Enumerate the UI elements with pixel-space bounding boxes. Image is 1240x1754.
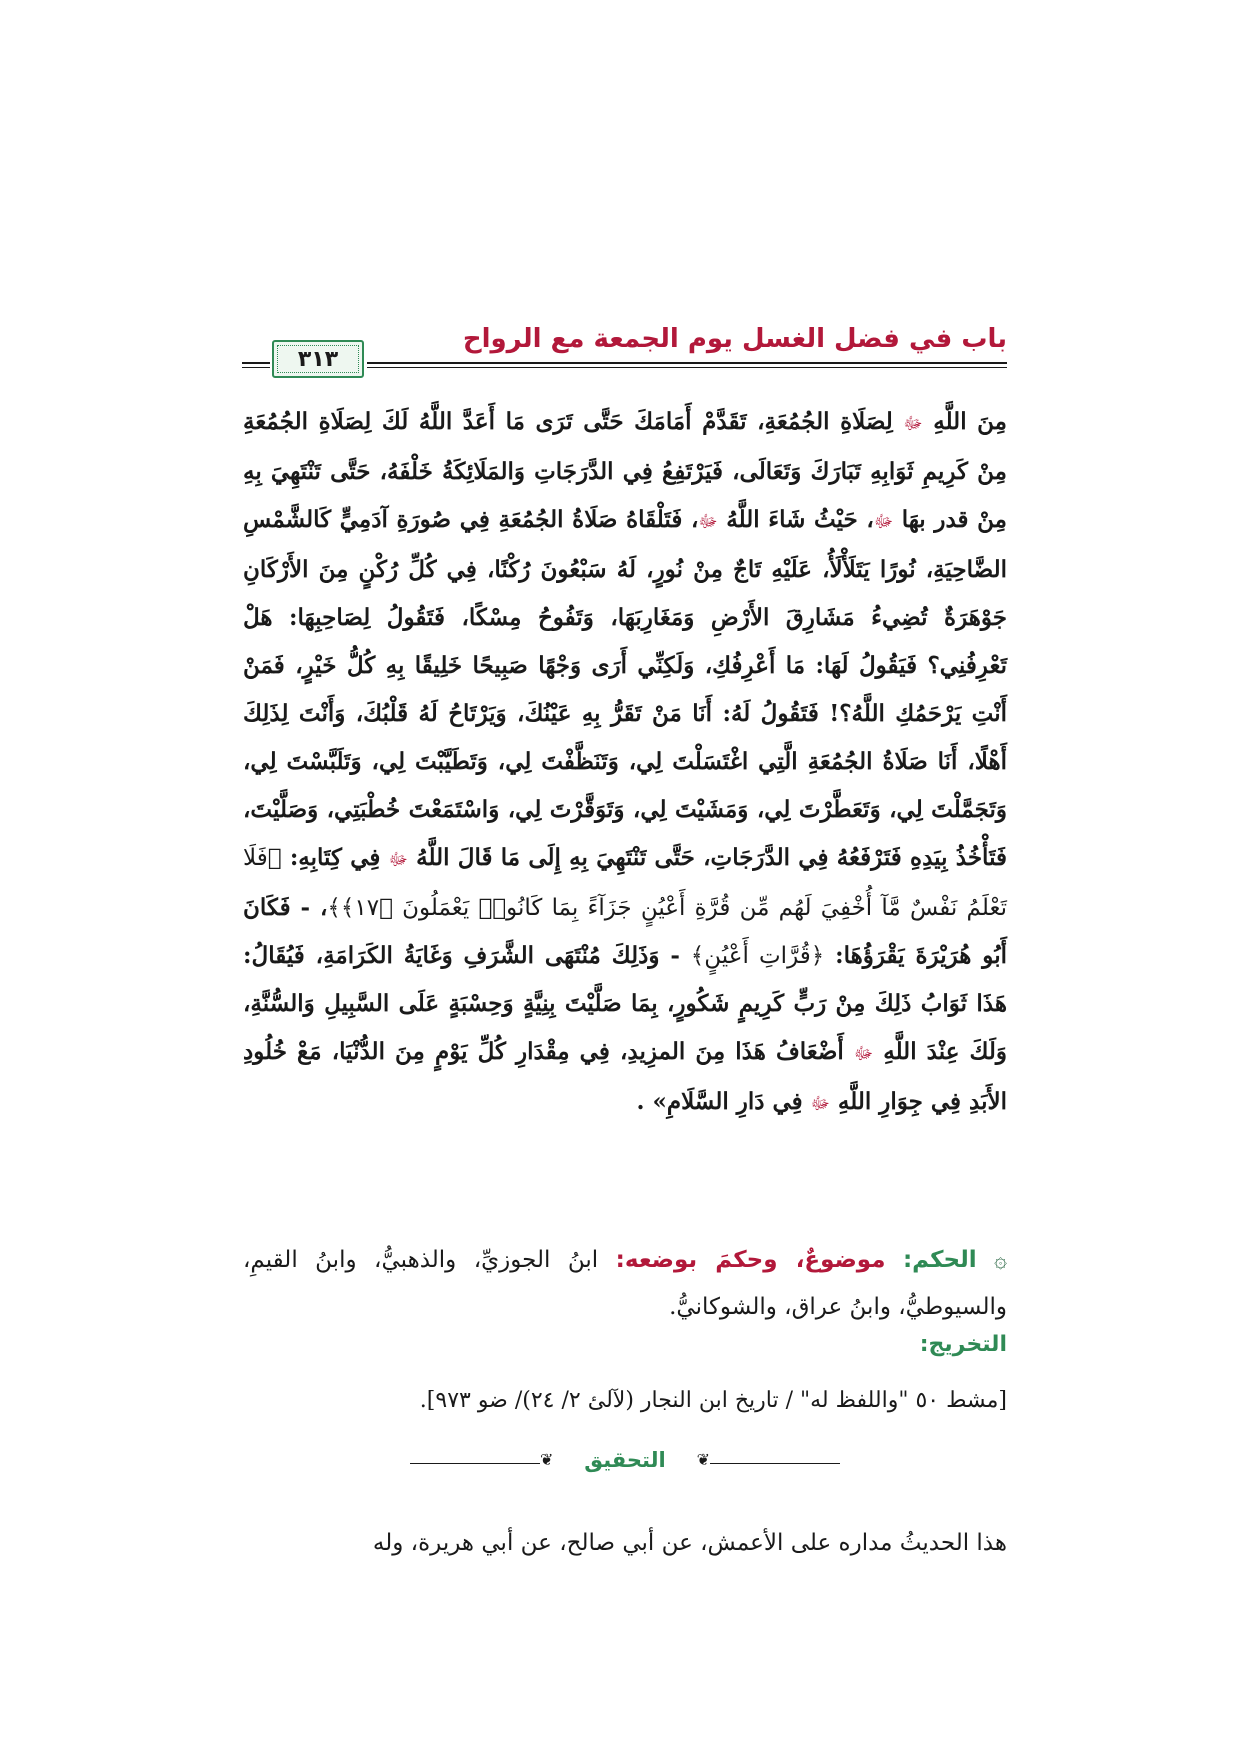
hadith-segment: - وَذَلِكَ مُنْتَهَى الشَّرَفِ وَغَايَةُ الكَرَامَةِ، فَيُقَالُ: هَذَا ثَوَابُ ذَلِكَ مِنْ رَبٍّ كَرِيمٍ شَكُورٍ، بِمَا صَلَّيْتَ بِنِيَّةٍ وَحِسْبَةٍ عَلَى السَّبِيلِ وَالسُّنَّةِ، وَلَكَ عِنْدَ اللَّهِ [243,942,1008,1065]
chapter-title: باب في فضل الغسل يوم الجمعة مع الرواح [462,324,1007,354]
hadith-segment: أَضْعَافُ هَذَا مِنَ المزِيدِ، فِي مِقْدَارِ كُلِّ يَوْمٍ مِنَ الدُّنْيَا، مَعْ خُلُودِ الأَبَدِ فِي جِوَارِ اللَّهِ [243,1038,1007,1115]
page-header [242,320,1007,382]
hadith-segment: مِنَ اللَّهِ [933,408,1008,435]
hadith-segment: ، - فَكَانَ أَبُو هُرَيْرَةَ يَقْرَؤُهَا: [243,894,1007,969]
hadith-text [243,398,1007,1128]
page-number: ٣١٣ [297,346,339,372]
hadith-segment: ، حَيْثُ شَاءَ اللَّهُ [726,506,874,533]
header-rule [367,362,1007,364]
ruling-text: ابنُ الجوزيِّ، والذهبيُّ، وابنُ القيمِ، والسيوطيُّ، وابنُ عراق، والشوكانيُّ. [243,1247,1007,1320]
quran-verse: ﴿قُرَّاتِ أَعْيُنٍ﴾ [690,943,825,969]
header-rule [242,362,270,364]
ruling-label: الحكم: [902,1247,977,1273]
quran-verse: ﴿فَلَا تَعْلَمُ نَفْسٌ مَّآ أُخْفِيَ لَهُم مِّن قُرَّةِ أَعْيُنٍ جَزَآءً بِمَا كَانُوا۟ يَعْمَلُونَ ﴿١٧﴾﴾ [243,845,1007,921]
tahqiq-divider [410,1448,840,1478]
tahqiq-heading: التحقيق [584,1448,666,1472]
honorific-glyph: ﷻ [903,414,923,434]
honorific-glyph: ﷻ [873,512,894,532]
body-text: هذا الحديثُ مداره على الأعمش، عن أبي صالح، عن أبي هريرة، وله [372,1530,1007,1556]
honorific-glyph: ﷻ [388,850,408,870]
hadith-segment: لِصَلَاةِ الجُمُعَةِ، تَقَدَّمْ أَمَامَكَ حَتَّى تَرَى مَا أَعَدَّ اللَّهُ لَكَ لِصَلَاةِ الجُمُعَةِ مِنْ كَرِيمِ ثَوَابِهِ تَبَارَكَ وَتَعَالَى، فَيَرْتَفِعُ فِي الدَّرَجَاتِ وَالمَلَائِكَةُ خَلْفَهُ، حَتَّى تَنْتَهِيَ بِهِ مِنْ قدر بهَا [243,408,1007,533]
ruling-paragraph [243,1237,1007,1330]
hadith-segment: ، فَتَلْقَاهُ صَلَاةُ الجُمُعَةِ فِي صُورَةِ آدَمِيٍّ كَالشَّمْسِ الضَّاحِيَةِ، نُورًا يَتَلَأْلَأُ، عَلَيْهِ تَاجٌ مِنْ نُورٍ، لَهُ سَبْعُونَ رُكْنًا، فِي كُلِّ رُكْنٍ مِنَ الأَرْكَانِ جَوْهَرَةٌ تُضِيءُ مَشَارِقَ الأَرْضِ وَمَغَارِبَهَا، وَتَفُوحُ مِسْكًا، فَتَقُولُ لِصَاحِبِهَا: هَلْ تَعْرِفُنِي؟ فَيَقُولُ لَهَا: مَا أَعْرِفُكِ، وَلَكِنِّي أَرَى وَجْهًا صَبِيحًا خَلِيقًا بِهِ كُلُّ خَيْرٍ، فَمَنْ أَنْتِ يَرْحَمُكِ اللَّهُ؟! فَتَقُولُ لَهُ: أَنَا مَنْ تَقَرُّ بِهِ عَيْنُكَ، وَيَرْتَاحُ لَهُ قَلْبُكَ، وَأَنْتَ لِذَلِكَ أَهْلًا، أَنَا صَلَاةُ الجُمُعَةِ الَّتِي اغْتَسَلْتَ لِي، وَتَنَظَّفْتَ لِي، وَتَطَيَّبْتَ لِي، وَتَلَبَّسْتَ لِي، وَتَجَمَّلْتَ لِي، وَتَعَطَّرْتَ لِي، وَمَشَيْتَ لِي، وَتَوَقَّرْتَ لِي، وَاسْتَمَعْتَ خُطْبَتِي، وَصَلَّيْتَ، فَتَأْخُذُ بِيَدِهِ فَتَرْفَعُهُ فِي الدَّرَجَاتِ، حَتَّى تَنْتَهِيَ بِهِ إِلَى مَا قَالَ اللَّهُ [243,506,1007,871]
ornament-icon: ❦ [696,1450,710,1469]
hadith-segment: فِي دَارِ السَّلَامِ» . [636,1088,803,1115]
ornament-icon: ❦ [540,1450,554,1469]
ruling-ornament-icon: ۞ [994,1248,1008,1273]
header-rule [242,367,270,368]
header-rule [367,367,1007,368]
honorific-glyph: ﷻ [853,1044,874,1064]
honorific-glyph: ﷻ [698,512,718,532]
takhrij-text: [مشط ٥٠ "واللفظ له" / تاريخ ابن النجار (لآلئ ٢/ ٢٤)/ ضو ٩٧٣]. [419,1388,1007,1413]
hadith-segment: فِي كِتَابِهِ: [289,844,381,871]
divider-line [710,1463,840,1464]
honorific-glyph: ﷻ [810,1094,830,1114]
page-number-badge [272,340,364,378]
ruling-verdict: موضوعٌ، وحكمَ بوضعه: [615,1247,886,1273]
takhrij-heading: التخريج: [919,1332,1007,1357]
